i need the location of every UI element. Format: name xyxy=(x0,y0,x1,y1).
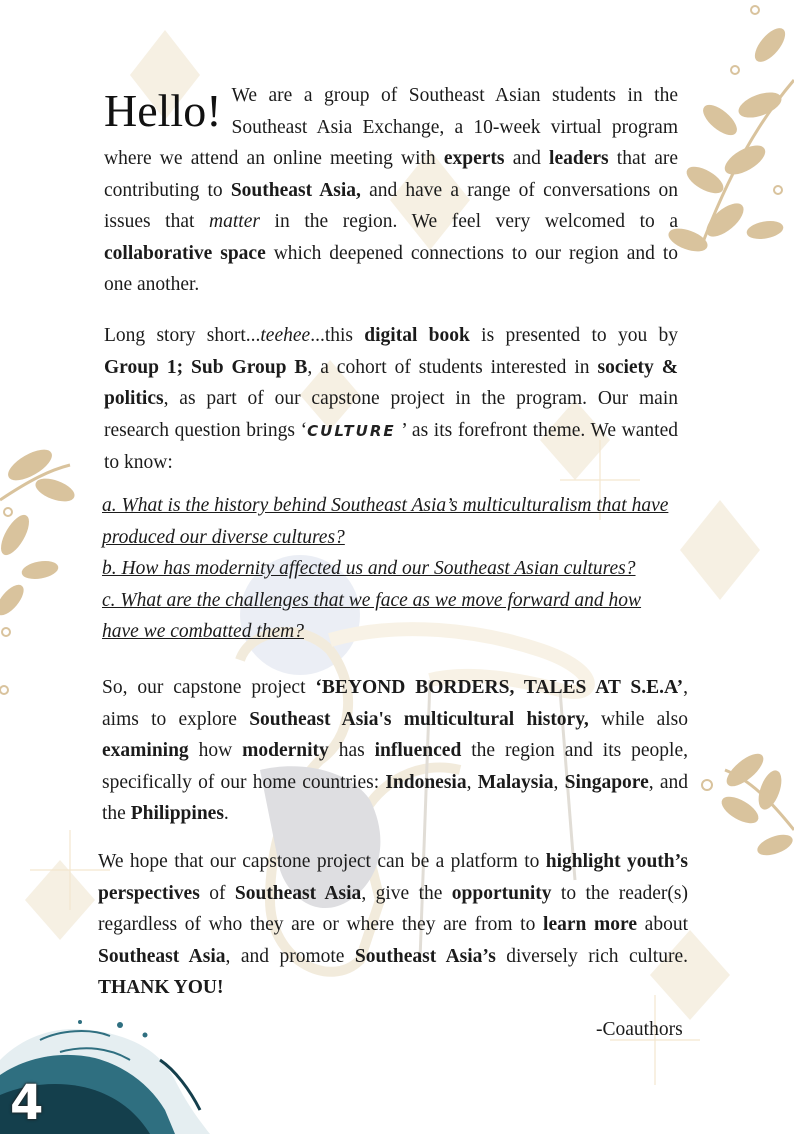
hope-text-6: , and promote xyxy=(225,945,355,967)
hope-text-3: , give the xyxy=(361,882,452,904)
capstone-text-8: . xyxy=(223,803,229,824)
leaf-branch-left xyxy=(0,444,77,694)
hope-paragraph xyxy=(98,846,688,1004)
signoff: -Coauthors xyxy=(596,1019,683,1040)
teehee-italic: teehee xyxy=(260,325,311,346)
question-c: c. What are the challenges that we face as we move forward and how have we combatted them? xyxy=(102,589,642,642)
capstone-text-5: has xyxy=(328,740,375,761)
society-bold: society & politics xyxy=(104,356,678,409)
story-text-4: , a cohort of students interested in xyxy=(307,356,598,378)
examining-bold: examining xyxy=(102,740,189,761)
opportunity-bold: opportunity xyxy=(451,882,552,904)
hope-text-5: about xyxy=(636,914,688,935)
hope-text-1: We hope that our capstone project can be a platform to xyxy=(98,851,546,872)
story-text-6: ’ as its forefront theme. We wanted to know: xyxy=(104,419,678,473)
hello-heading: Hello! xyxy=(104,85,222,136)
capstone-comma-1: , xyxy=(466,771,478,793)
digital-book-bold: digital book xyxy=(364,325,470,346)
research-questions xyxy=(102,490,680,648)
question-b: b. How has modernity affected us and our Southeast Asian cultures? xyxy=(102,558,636,579)
story-paragraph xyxy=(104,320,678,479)
capstone-text-1: So, our capstone project xyxy=(102,677,316,698)
philippines-bold: Philippines xyxy=(130,803,224,824)
hope-text-7: diversely rich culture. xyxy=(495,945,688,967)
indonesia-bold: Indonesia xyxy=(385,771,467,793)
capstone-text-4: how xyxy=(188,740,243,761)
intro-text-4: in the region. We feel very welcomed to a xyxy=(259,211,678,232)
malaysia-bold: Malaysia xyxy=(477,771,554,793)
culture-word: CULTURE xyxy=(307,421,396,440)
leaders-bold: leaders xyxy=(549,148,609,169)
singapore-bold: Singapore xyxy=(564,771,649,793)
intro-text-1: We are a group of Southeast Asian students in the Southeast Asia Exchange, a 10-week virtual program where we attend an online meeting with xyxy=(104,85,678,169)
project-title: ‘BEYOND BORDERS, TALES AT S.E.A’ xyxy=(315,677,684,698)
thank-you-bold: THANK YOU! xyxy=(98,977,224,998)
collab-bold: collaborative space xyxy=(104,242,266,264)
intro-text-5: which deepened connections to our region and to one another. xyxy=(104,242,678,295)
sea-bold-2: Southeast Asia xyxy=(98,945,226,967)
modernity-bold: modernity xyxy=(242,740,329,761)
sea-bold-1: Southeast Asia xyxy=(234,882,362,904)
capstone-text-6: the region and its people, specifically of our home countries: xyxy=(102,740,688,793)
sea-bold-3: Southeast Asia’s xyxy=(354,945,496,967)
story-text-3: is presented to you by xyxy=(469,325,678,346)
experts-bold: experts xyxy=(443,148,505,169)
story-text-5: , as part of our capstone project in the program. Our main research question brings ‘ xyxy=(104,388,678,441)
intro-paragraph xyxy=(104,80,678,301)
leaf-branch-right-lower xyxy=(702,749,794,859)
capstone-text-2: , aims to explore xyxy=(102,677,688,730)
capstone-text-7: , and the xyxy=(102,771,689,824)
question-a: a. What is the history behind Southeast Asia’s multiculturalism that have produced our diverse cultures? xyxy=(102,495,669,548)
sea-bold: Southeast Asia, xyxy=(230,179,361,201)
intro-text-2: that are contributing to xyxy=(104,148,679,201)
youth-bold: highlight youth’s perspectives xyxy=(98,851,688,904)
matter-italic: matter xyxy=(209,211,260,232)
story-text-1: Long story short... xyxy=(104,325,261,346)
intro-and: and xyxy=(504,148,550,169)
influenced-bold: influenced xyxy=(374,740,462,761)
group-bold: Group 1; Sub Group B xyxy=(104,356,308,378)
learn-more-bold: learn more xyxy=(543,914,637,935)
hope-text-4: to the reader(s) regardless of who they are or where they are from to xyxy=(98,882,688,935)
capstone-text-3: while also xyxy=(588,708,689,730)
page-number: 4 xyxy=(10,1075,44,1131)
capstone-comma-2: , xyxy=(553,771,565,793)
hope-text-2: of xyxy=(199,882,235,904)
intro-text-3: and have a range of conversations on issues that xyxy=(104,179,678,232)
capstone-paragraph xyxy=(102,672,688,830)
story-text-2: ...this xyxy=(310,325,365,346)
history-bold: Southeast Asia's multicultural history, xyxy=(249,708,589,730)
leaf-branch-top-right xyxy=(666,6,794,255)
